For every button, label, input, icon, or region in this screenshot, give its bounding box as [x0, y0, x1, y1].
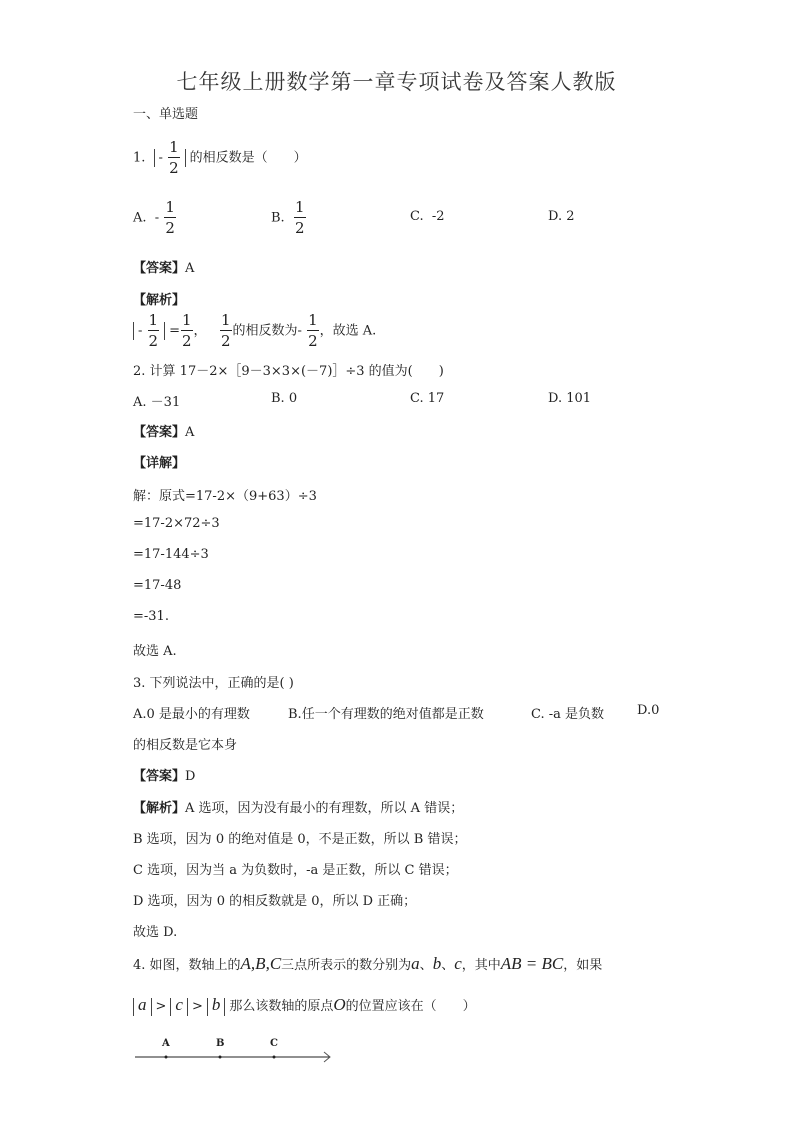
point-label-a: A — [162, 1038, 170, 1049]
q1-option-d: D. 2 — [548, 209, 575, 224]
q2-step: =17-48 — [133, 578, 182, 593]
question-1-stem: 1. - $\frac{1}{2}$ 的相反数是（ ） — [133, 138, 307, 177]
question-4-stem-line2: a > c > b 那么该数轴的原点O的位置应该在（ ） — [133, 995, 476, 1016]
q1-option-c: C. -2 — [410, 209, 445, 224]
abs-bar-left — [154, 149, 155, 167]
q3-analysis: 【解析】A 选项，因为没有最小的有理数，所以 A 错误； — [133, 801, 464, 816]
q2-option-b: B. 0 — [271, 391, 298, 406]
q3-analysis-line: D 选项，因为 0 的相反数就是 0，所以 D 正确； — [133, 894, 417, 909]
q3-option-b: B.任一个有理数的绝对值都是正数 — [288, 707, 484, 722]
point-label-c: C — [270, 1038, 278, 1049]
q2-detail-tag: 【详解】 — [133, 456, 186, 471]
q2-step: 解：原式=17-2×（9+63）÷3 — [133, 489, 317, 504]
q2-option-d: D. 101 — [548, 391, 592, 406]
section-heading: 一、单选题 — [133, 107, 199, 122]
fraction: $\frac{1}{2}$ — [169, 138, 179, 177]
q2-step: 故选 A. — [133, 644, 177, 659]
q2-step: =17-144÷3 — [133, 547, 209, 562]
q1-analysis-tag: 【解析】 — [133, 293, 186, 308]
q3-answer: 【答案】D — [133, 769, 196, 784]
q3-option-c: C. -a 是负数 — [531, 707, 605, 722]
q2-step: =-31. — [133, 609, 169, 624]
q3-option-d-cont: 的相反数是它本身 — [133, 738, 238, 753]
q2-step: =17-2×72÷3 — [133, 516, 220, 531]
q2-option-a: A. －31 — [133, 395, 181, 410]
question-number: 1. — [133, 150, 146, 166]
q1-answer: 【答案】A — [133, 261, 195, 276]
q3-analysis-line: B 选项，因为 0 的绝对值是 0，不是正数，所以 B 错误； — [133, 832, 467, 847]
abs-bar-right — [185, 149, 186, 167]
point-label-b: B — [216, 1038, 225, 1049]
q3-option-d: D.0 — [637, 703, 660, 718]
document-title: 七年级上册数学第一章专项试卷及答案人教版 — [176, 70, 617, 94]
question-2-stem: 2. 计算 17－2×［9－3×3×(－7)］÷3 的值为( ) — [133, 364, 444, 379]
q1-analysis: - $\frac{1}{2}$ = $\frac{1}{2}$ ， $\frac{1}{2}$ 的相反数为- $\frac{1}{2}$ ，故选 A. — [133, 313, 376, 349]
q3-analysis-line: C 选项，因为当 a 为负数时，-a 是正数，所以 C 错误； — [133, 863, 458, 878]
q3-option-a: A.0 是最小的有理数 — [133, 707, 250, 722]
q1-option-b: B. $\frac{1}{2}$ — [271, 198, 305, 237]
q2-answer: 【答案】A — [133, 425, 195, 440]
question-4-stem-line1: 4. 如图，数轴上的A,B,C三点所表示的数分别为a、b、c，其中AB = BC，如果 — [133, 954, 603, 973]
question-3-stem: 3. 下列说法中，正确的是( ) — [133, 676, 294, 691]
q2-option-c: C. 17 — [410, 391, 445, 406]
number-line-figure — [135, 1040, 335, 1070]
q3-analysis-line: 故选 D. — [133, 925, 178, 940]
q1-option-a: A. - $\frac{1}{2}$ — [133, 198, 175, 237]
